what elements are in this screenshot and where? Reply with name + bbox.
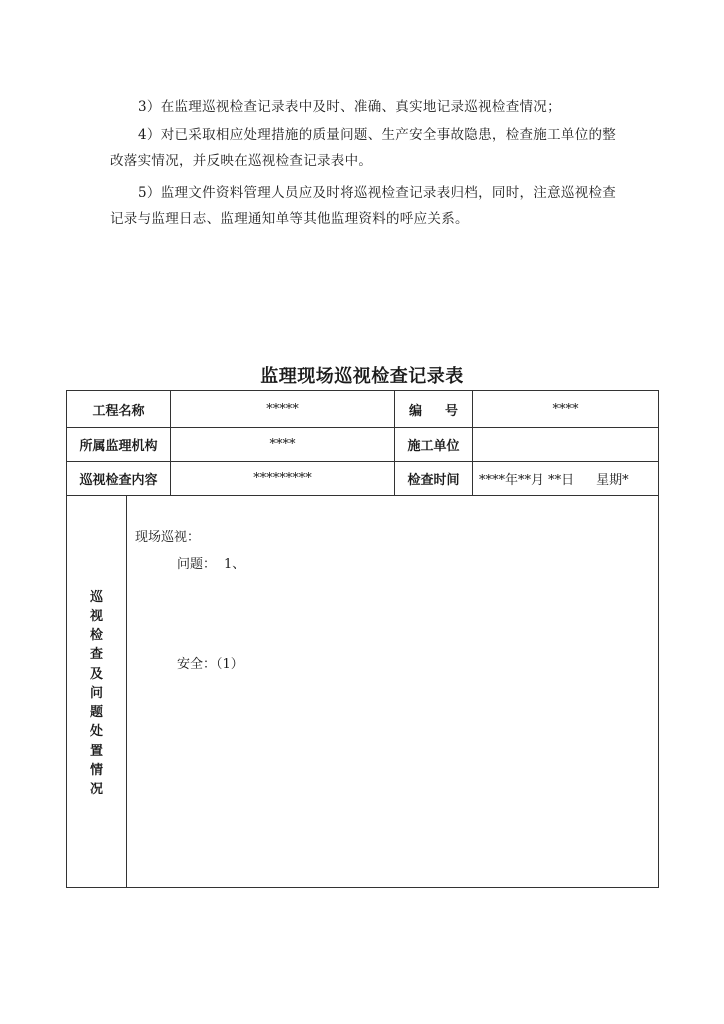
project-name-label: 工程名称 bbox=[67, 391, 171, 428]
inspection-time-value[interactable] bbox=[473, 462, 659, 496]
side-label-char: 情 bbox=[89, 762, 103, 778]
number-value[interactable]: **** bbox=[473, 391, 659, 428]
supervision-org-value[interactable]: **** bbox=[171, 428, 395, 462]
table-row bbox=[67, 462, 659, 496]
inspection-date: ****年**月 **日 bbox=[479, 473, 575, 488]
inspection-record-table bbox=[66, 390, 659, 888]
safety-label: 安全： bbox=[177, 657, 217, 672]
number-label bbox=[395, 391, 473, 428]
paragraph-4-text: 4）对已采取相应处理措施的质量问题、生产安全事故隐患，检查施工单位的整改落实情况，并反映在巡视检查记录表中。 bbox=[110, 127, 617, 169]
side-label-char: 题 bbox=[89, 705, 103, 721]
side-label-char: 视 bbox=[89, 609, 103, 625]
issue-value: 1、 bbox=[224, 557, 246, 572]
inspection-time-label: 检查时间 bbox=[395, 462, 473, 496]
paragraph-5-text: 5）监理文件资料管理人员应及时将巡视检查记录表归档，同时，注意巡视检查记录与监理日志、监理通知单等其他监理资料的呼应关系。 bbox=[110, 185, 617, 227]
site-inspection-heading: 现场巡视： bbox=[135, 530, 201, 545]
table-row bbox=[67, 391, 659, 428]
table-row bbox=[67, 428, 659, 462]
project-name-value[interactable]: ***** bbox=[171, 391, 395, 428]
issue-label: 问题： bbox=[177, 557, 217, 572]
contractor-value[interactable] bbox=[473, 428, 659, 462]
paragraph-3-text: 3）在监理巡视检查记录表中及时、准确、真实地记录巡视检查情况； bbox=[138, 99, 561, 115]
paragraph-3 bbox=[110, 94, 620, 120]
side-label-char: 及 bbox=[89, 666, 103, 682]
side-label-char: 巡 bbox=[89, 589, 103, 605]
paragraph-5 bbox=[110, 180, 620, 232]
inspection-content-label: 巡视检查内容 bbox=[67, 462, 171, 496]
supervision-org-label: 所属监理机构 bbox=[67, 428, 171, 462]
inspection-weekday: 星期* bbox=[596, 473, 629, 488]
safety-line bbox=[177, 653, 244, 672]
paragraph-4 bbox=[110, 122, 620, 174]
side-label-char: 检 bbox=[89, 628, 103, 644]
form-title: 监理现场巡视检查记录表 bbox=[260, 366, 464, 387]
side-label-char: 处 bbox=[89, 724, 103, 740]
table-row bbox=[67, 496, 659, 888]
safety-value: （1） bbox=[216, 657, 244, 672]
side-label-char: 查 bbox=[89, 647, 103, 663]
issue-line bbox=[177, 553, 245, 572]
inspection-content-value[interactable]: ********* bbox=[171, 462, 395, 496]
inspection-issues-side-label bbox=[67, 496, 127, 888]
contractor-label: 施工单位 bbox=[395, 428, 473, 462]
side-label-char: 问 bbox=[89, 685, 103, 701]
number-label-char-1: 编 bbox=[409, 403, 423, 419]
side-label-char: 置 bbox=[89, 743, 103, 759]
side-label-char: 况 bbox=[89, 781, 103, 797]
number-label-char-2: 号 bbox=[445, 403, 459, 419]
inspection-details-area[interactable] bbox=[127, 496, 659, 888]
